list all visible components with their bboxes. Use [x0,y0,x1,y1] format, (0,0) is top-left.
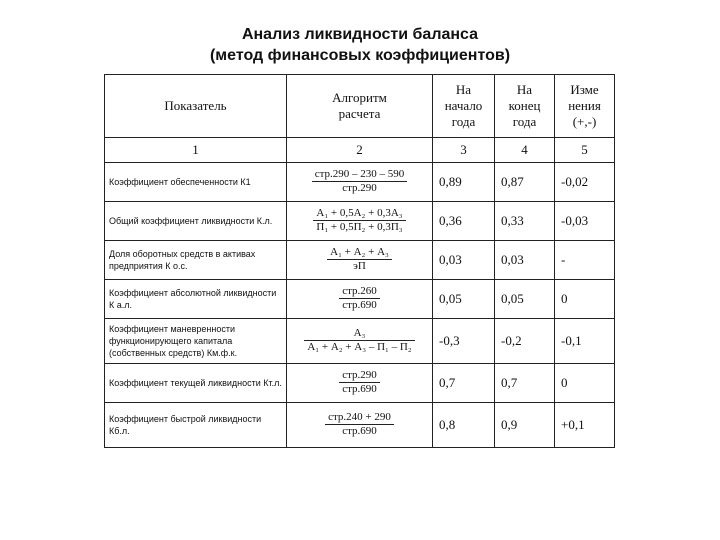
indicator-name: Коэффициент быстрой ликвидности Кб.л. [105,403,287,448]
value-start: 0,7 [433,364,495,403]
title-line-2: (метод финансовых коэффициентов) [209,47,511,64]
liquidity-table [104,74,615,448]
value-start: -0,3 [433,319,495,364]
formula-numerator: А₁ + 0,5А₂ + 0,3А₃ [313,207,405,221]
formula-denominator: стр.690 [342,299,377,311]
table-row [105,319,615,364]
page-title [0,24,720,66]
formula-denominator: А₁ + А₂ + А₃ – П₁ – П₂ [307,341,412,353]
formula [287,202,433,241]
formula-numerator: стр.290 – 230 – 590 [312,168,408,182]
value-change: -0,03 [555,202,615,241]
value-change: +0,1 [555,403,615,448]
value-start: 0,8 [433,403,495,448]
value-end: 0,7 [495,364,555,403]
value-end: 0,87 [495,163,555,202]
indicator-name: Коэффициент абсолютной ликвидности К а.л. [105,280,287,319]
column-number: 2 [287,138,433,163]
value-change: 0 [555,364,615,403]
value-end: 0,9 [495,403,555,448]
column-number: 1 [105,138,287,163]
value-change: -0,02 [555,163,615,202]
value-change: - [555,241,615,280]
formula-numerator: А₁ + А₂ + А₃ [327,246,392,260]
value-end: 0,33 [495,202,555,241]
value-end: 0,05 [495,280,555,319]
header-row [105,75,615,138]
value-start: 0,89 [433,163,495,202]
table-row [105,280,615,319]
formula-numerator: стр.240 + 290 [325,411,394,425]
indicator-name: Доля оборотных средств в активах предприятия К о.с. [105,241,287,280]
formula [287,163,433,202]
table-row [105,364,615,403]
value-end: 0,03 [495,241,555,280]
column-number-row [105,138,615,163]
table-row [105,202,615,241]
table-row [105,403,615,448]
formula [287,241,433,280]
indicator-name: Общий коэффициент ликвидности К.л. [105,202,287,241]
formula-denominator: П₁ + 0,5П₂ + 0,3П₃ [316,221,403,233]
formula-denominator: стр.290 [342,182,377,194]
header-indicator: Показатель [105,75,287,138]
formula-numerator: стр.290 [339,369,380,383]
value-start: 0,03 [433,241,495,280]
indicator-name: Коэффициент текущей ликвидности Кт.л. [105,364,287,403]
header-end-of-year: На конец года [495,75,555,138]
table-row [105,163,615,202]
value-end: -0,2 [495,319,555,364]
indicator-name: Коэффициент маневренности функционирующего капитала (собственных средств) Км.ф.к. [105,319,287,364]
formula [287,364,433,403]
header-change: Изме нения (+,-) [555,75,615,138]
formula-numerator: А₃ [304,327,414,341]
formula-denominator: стр.690 [342,383,377,395]
formula-numerator: стр.260 [339,285,380,299]
formula [287,319,433,364]
table-row [105,241,615,280]
formula [287,280,433,319]
column-number: 4 [495,138,555,163]
formula [287,403,433,448]
value-start: 0,36 [433,202,495,241]
header-algorithm: Алгоритм расчета [287,75,433,138]
value-start: 0,05 [433,280,495,319]
column-number: 3 [433,138,495,163]
indicator-name: Коэффициент обеспеченности К1 [105,163,287,202]
value-change: -0,1 [555,319,615,364]
column-number: 5 [555,138,615,163]
title-line-1: Анализ ликвидности баланса [241,26,479,43]
formula-denominator: эП [353,260,366,272]
formula-denominator: стр.690 [342,425,377,437]
value-change: 0 [555,280,615,319]
header-start-of-year: На начало года [433,75,495,138]
